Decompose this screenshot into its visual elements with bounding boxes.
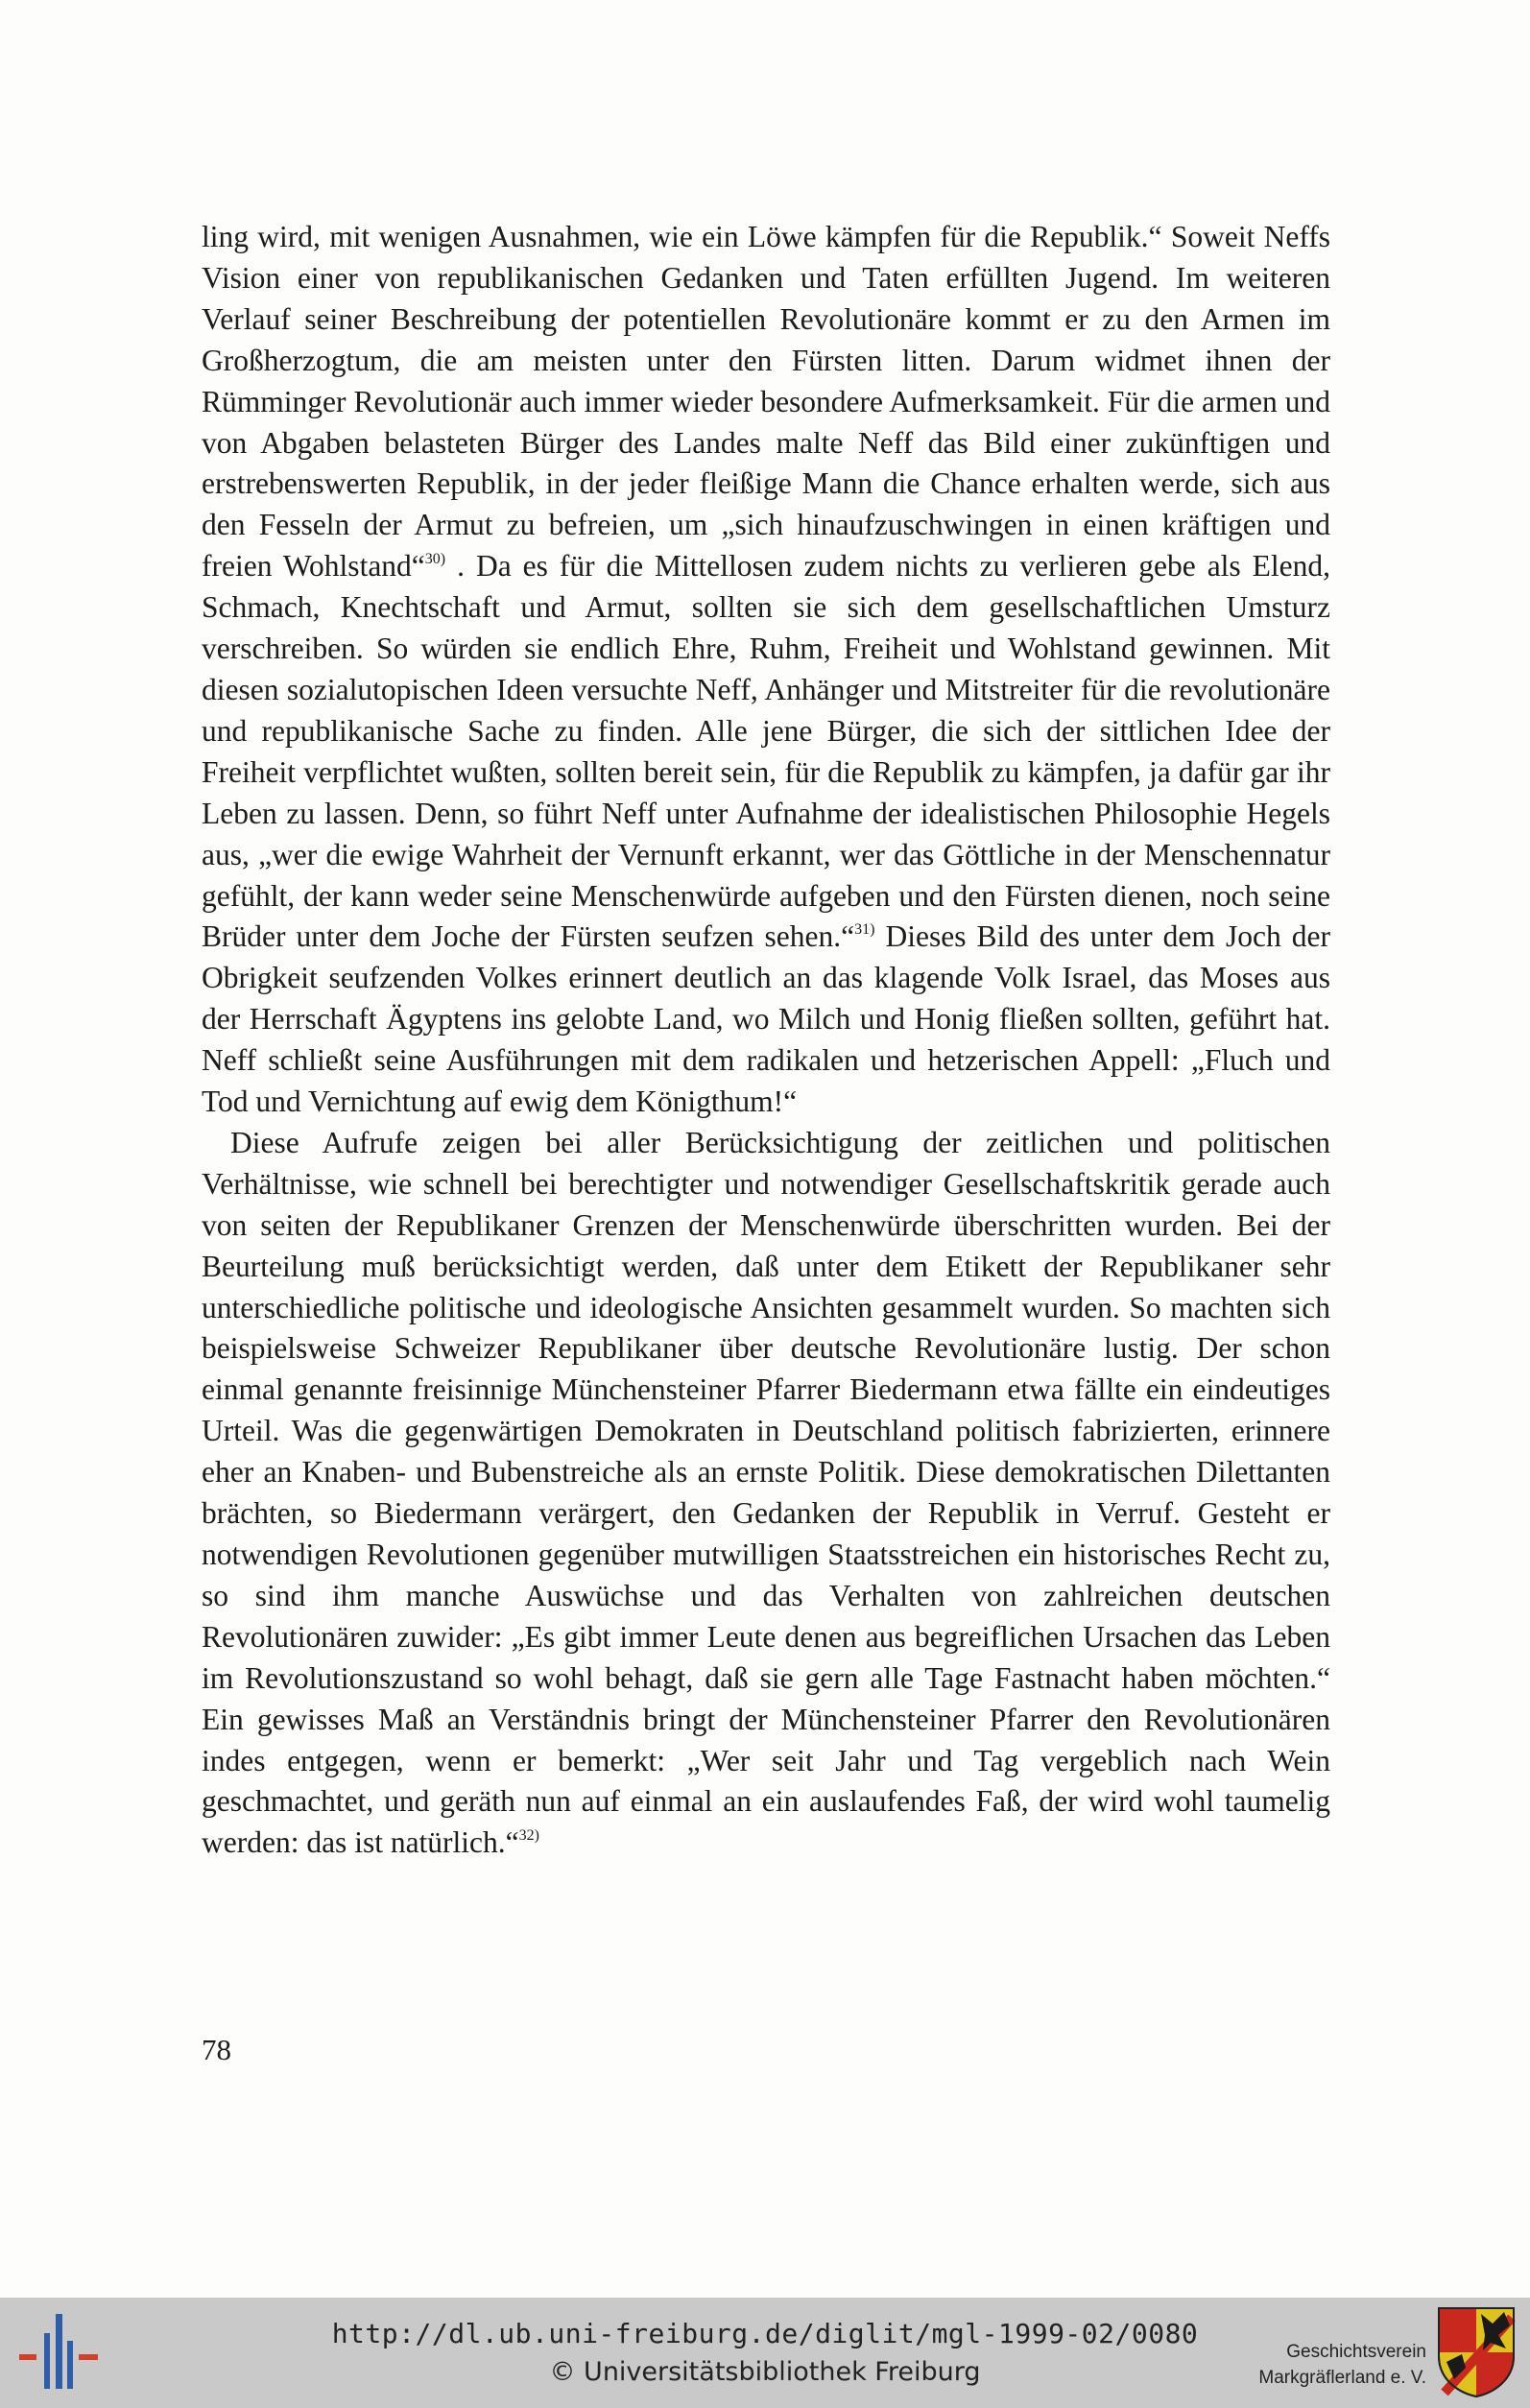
paragraph <box>202 217 1330 1123</box>
text-run: ling wird, mit wenigen Ausnahmen, wie ein Löwe kämpfen für die Republik.“ Soweit Neffs Vision einer von republikanischen Gedanken und Taten erfüllten Jugend. Im weiteren Verlauf seiner Beschreibung der potentiellen Revolutionäre kommt er zu den Armen im Großherzogtum, die am meisten unter den Fürsten litten. Darum widmet ihnen der Rümminger Revolutionär auch immer wieder besondere Aufmerksamkeit. Für die armen und von Abgaben belasteten Bürger des Landes malte Neff das Bild einer zukünftigen und erstrebenswerten Republik, in der jeder fleißige Mann die Chance erhalten werde, sich aus den Fesseln der Armut zu befreien, um „sich hinaufzuschwingen in einen kräftigen und freien Wohlstand“ <box>202 220 1330 584</box>
body-text <box>202 217 1330 1864</box>
society-name-line1: Geschichtsverein <box>1286 2342 1426 2362</box>
copyright-notice: © Universitätsbibliothek Freiburg <box>549 2357 981 2387</box>
text-run: Diese Aufrufe zeigen bei aller Berücksichtigung der zeitlichen und politischen Verhältnisse, wie schnell bei berechtigter und notwendiger Gesellschaftskritik gerade auch von seiten der Republikaner Grenzen der Menschenwürde überschritten wurden. Bei der Beurteilung muß berücksichtigt werden, daß unter dem Etikett der Republikaner sehr unterschiedliche politische und ideologische Ansichten gesammelt wurden. So machten sich beispielsweise Schweizer Republikaner über deutsche Revolutionäre lustig. Der schon einmal genannte freisinnige Münchensteiner Pfarrer Biedermann etwa fällte ein eindeutiges Urteil. Was die gegenwärtigen Demokraten in Deutschland politisch fabrizierten, erinnere eher an Knaben- und Bubenstreiche als an ernste Politik. Diese demokratischen Dilettanten brächten, so Biedermann verärgert, den Gedanken der Republik in Verruf. Gesteht er notwendigen Revolutionen gegenüber mutwilligen Staatsstreichen ein historisches Recht zu, so sind ihm manche Auswüchse und das Verhalten von zahlreichen deutschen Revolutionären zuwider: „Es gibt immer Leute denen aus begreiflichen Ursachen das Leben im Revolutionszustand so wohl behagt, daß sie gern alle Tage Fastnacht haben möchten.“ Ein gewisses Maß an Verständnis bringt der Münchensteiner Pfarrer den Revolutionären indes entgegen, wenn er bemerkt: „Wer seit Jahr und Tag vergeblich nach Wein geschmachtet, und geräth nun auf einmal an ein auslaufendes Faß, der wird wohl taumelig werden: das ist natürlich.“ <box>202 1125 1330 1860</box>
footnote-marker: 31) <box>854 921 875 939</box>
society-name <box>1258 2339 1426 2391</box>
paragraph <box>202 1123 1330 1864</box>
page-number: 78 <box>202 2033 231 2066</box>
text-run: Dieses Bild des unter dem Joch der Obrigkeit seufzenden Volkes erinnert deutlich an das klagende Volk Israel, das Moses aus der Herrschaft Ägyptens ins gelobte Land, wo Milch und Honig fließen sollten, geführt hat. Neff schließt seine Ausführungen mit dem radikalen und hetzerischen Appell: „Fluch und Tod und Vernichtung auf ewig dem Königthum!“ <box>202 919 1330 1119</box>
coat-of-arms-icon[interactable] <box>1437 2306 1516 2398</box>
footnote-marker: 32) <box>518 1827 539 1845</box>
text-run: . Da es für die Mittellosen zudem nichts zu verlieren gebe als Elend, Schmach, Knechtschaft und Armut, sollten sie sich dem gesellschaftlichen Umsturz verschreiben. So würden sie endlich Ehre, Ruhm, Freiheit und Wohlstand gewinnen. Mit diesen sozialutopischen Ideen versuchte Neff, Anhänger und Mitstreiter für die revolutionäre und republikanische Sache zu finden. Alle jene Bürger, die sich der sittlichen Idee der Freiheit verpflichtet wußten, sollten bereit sein, für die Republik zu kämpfen, ja dafür gar ihr Leben zu lassen. Denn, so führt Neff unter Aufnahme der idealistischen Philosophie Hegels aus, „wer die ewige Wahrheit der Vernunft erkannt, wer das Göttliche in der Menschennatur gefühlt, der kann weder seine Menschenwürde aufgeben und den Fürsten dienen, noch seine Brüder unter dem Joche der Fürsten seufzen sehen.“ <box>202 549 1331 954</box>
society-name-line2: Markgräflerland e. V. <box>1258 2368 1426 2388</box>
footnote-marker: 30) <box>424 551 446 568</box>
permalink-url[interactable]: http://dl.ub.uni-freiburg.de/diglit/mgl-1999-02/0080 <box>331 2318 1199 2349</box>
